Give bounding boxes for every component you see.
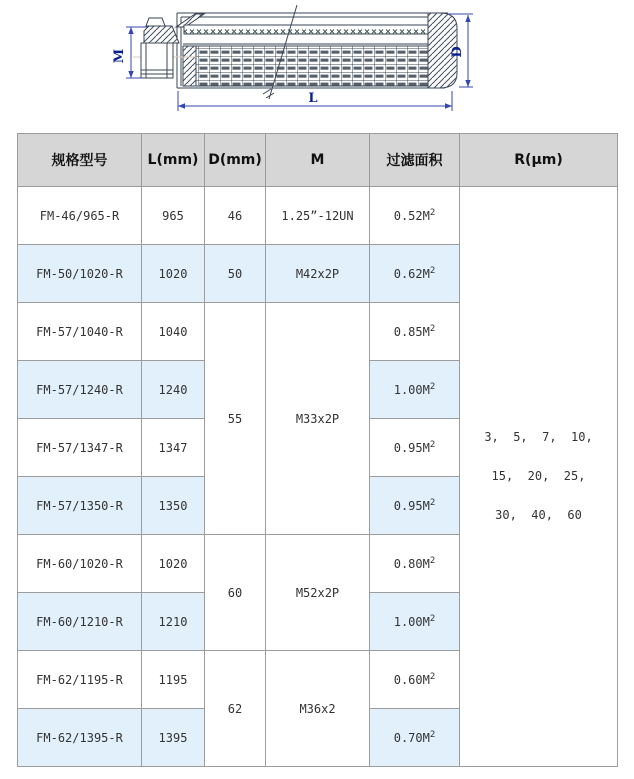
- model-cell: FM-60/1020-R: [18, 535, 142, 593]
- header-diameter: D(mm): [205, 134, 266, 187]
- model-cell: FM-62/1195-R: [18, 651, 142, 709]
- area-cell: $0.60M^2$: [370, 651, 460, 709]
- header-thread: M: [266, 134, 370, 187]
- dim-label-l: L: [308, 91, 318, 106]
- length-cell: 1020: [142, 245, 205, 303]
- model-cell: FM-60/1210-R: [18, 593, 142, 651]
- cartridge-body: [176, 13, 457, 88]
- diameter-cell: 50: [205, 245, 266, 303]
- length-cell: 1350: [142, 477, 205, 535]
- length-cell: 1195: [142, 651, 205, 709]
- length-cell: 1395: [142, 709, 205, 767]
- area-cell: $0.85M^2$: [370, 303, 460, 361]
- area-cell: $1.00M^2$: [370, 361, 460, 419]
- length-cell: 1347: [142, 419, 205, 477]
- header-model: 规格型号: [18, 134, 142, 187]
- dim-label-m: M: [112, 48, 127, 64]
- diameter-cell: 46: [205, 187, 266, 245]
- rating-line: 30, 40, 60: [495, 508, 582, 522]
- diameter-cell: 62: [205, 651, 266, 767]
- model-cell: FM-57/1240-R: [18, 361, 142, 419]
- thread-cell: 1.25”-12UN: [266, 187, 370, 245]
- model-cell: FM-57/1350-R: [18, 477, 142, 535]
- header-length: L(mm): [142, 134, 205, 187]
- thread-cell: M52x2P: [266, 535, 370, 651]
- length-cell: 1020: [142, 535, 205, 593]
- area-cell: $0.52M^2$: [370, 187, 460, 245]
- diameter-cell: 60: [205, 535, 266, 651]
- area-cell: $0.62M^2$: [370, 245, 460, 303]
- filter-element-drawing: [0, 0, 634, 131]
- header-filter-area: 过滤面积: [370, 134, 460, 187]
- area-cell: $0.80M^2$: [370, 535, 460, 593]
- thread-cell: M33x2P: [266, 303, 370, 535]
- table-row: [18, 187, 618, 245]
- length-cell: 965: [142, 187, 205, 245]
- header-rating: R(μm): [460, 134, 618, 187]
- header-row: [18, 134, 618, 187]
- model-cell: FM-46/965-R: [18, 187, 142, 245]
- dimension-l: [178, 91, 452, 111]
- thread-cell: M36x2: [266, 651, 370, 767]
- model-cell: FM-62/1395-R: [18, 709, 142, 767]
- dim-label-d: D: [450, 46, 465, 58]
- length-cell: 1240: [142, 361, 205, 419]
- model-cell: FM-57/1040-R: [18, 303, 142, 361]
- length-cell: 1040: [142, 303, 205, 361]
- area-cell: $0.70M^2$: [370, 709, 460, 767]
- rating-line: 15, 20, 25,: [491, 469, 586, 483]
- area-cell: $1.00M^2$: [370, 593, 460, 651]
- diameter-cell: 55: [205, 303, 266, 535]
- thread-cell: M42x2P: [266, 245, 370, 303]
- model-cell: FM-50/1020-R: [18, 245, 142, 303]
- rating-line: 3, 5, 7, 10,: [484, 430, 593, 444]
- area-cell: $0.95M^2$: [370, 419, 460, 477]
- length-cell: 1210: [142, 593, 205, 651]
- rating-cell: [460, 187, 618, 767]
- model-cell: FM-57/1347-R: [18, 419, 142, 477]
- area-cell: $0.95M^2$: [370, 477, 460, 535]
- spec-table: [17, 133, 618, 767]
